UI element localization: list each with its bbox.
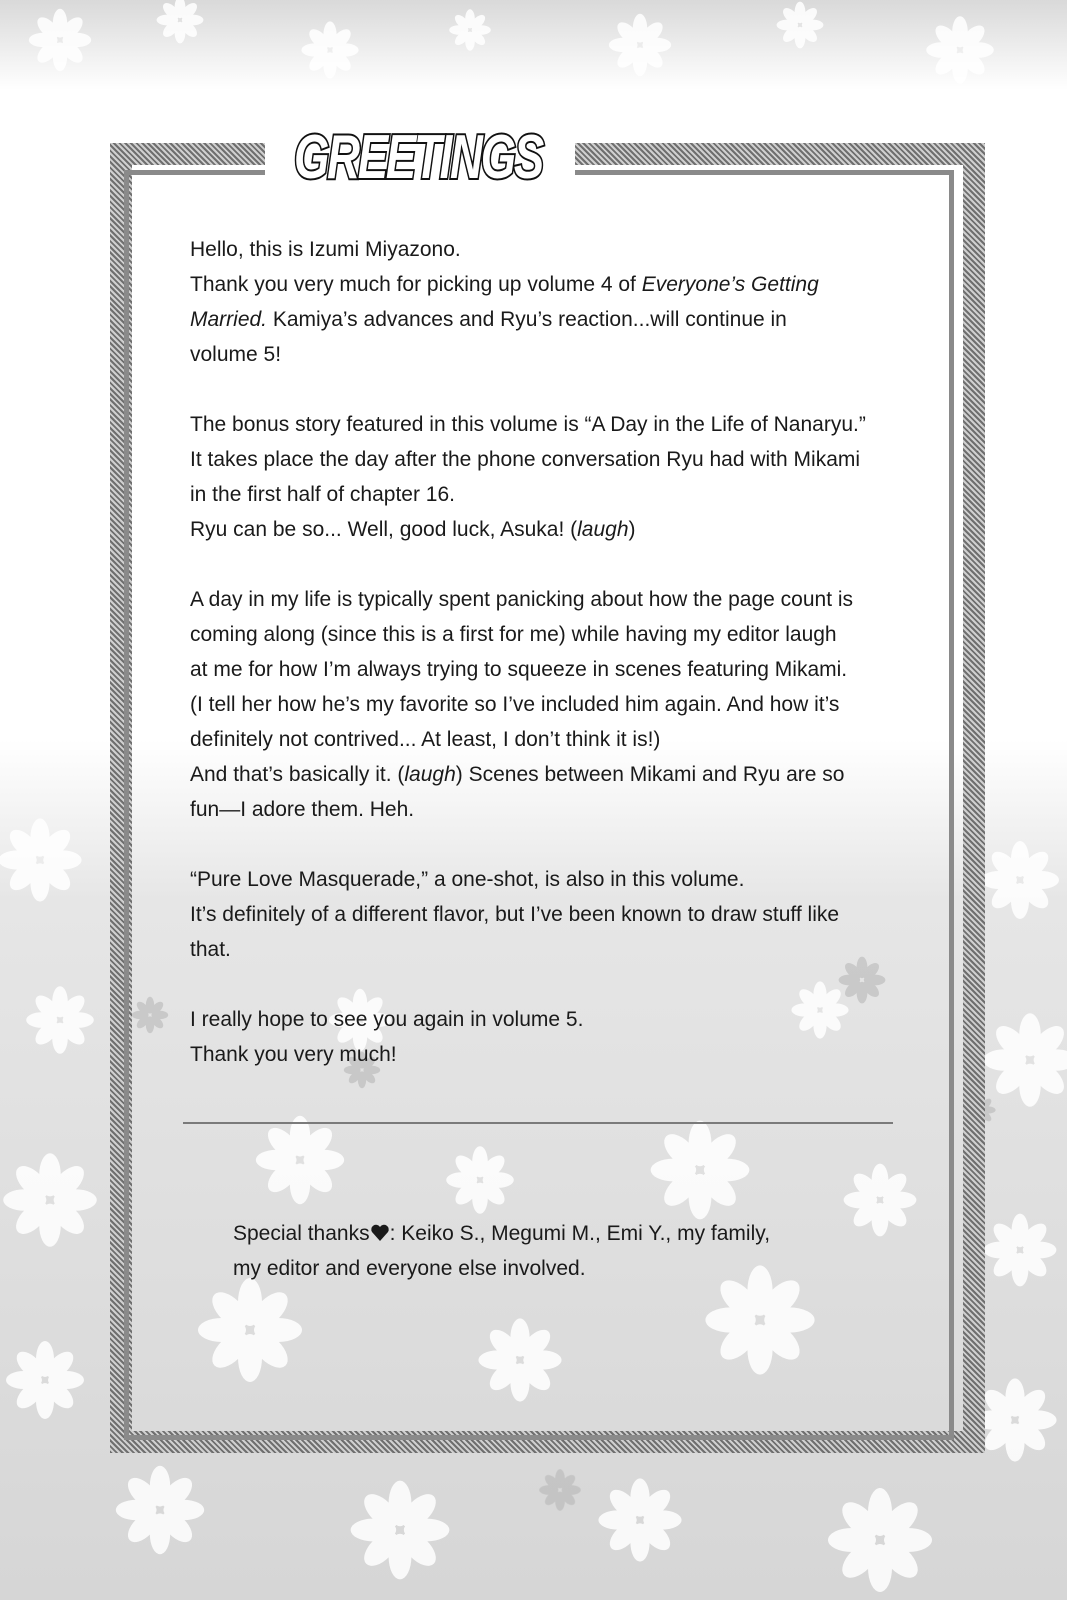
thanks-line-2: my editor and everyone else involved.	[233, 1257, 586, 1280]
text-line: Ryu can be so... Well, good luck, Asuka! (laugh)	[190, 518, 636, 541]
thanks-line-1: Special thanks : Keiko S., Megumi M., Emi Y., my family,	[233, 1222, 771, 1245]
text-line: fun—I adore them. Heh.	[190, 798, 415, 821]
text-line: “Pure Love Masquerade,” a one-shot, is also in this volume.	[190, 868, 745, 891]
text-line: definitely not contrived... At least, I don’t think it is!)	[190, 728, 661, 751]
text-line: in the first half of chapter 16.	[190, 483, 455, 506]
paragraph-intro	[190, 232, 910, 372]
paragraph-one-shot	[190, 862, 910, 967]
paragraph-day-in-life	[190, 582, 910, 827]
text-line: The bonus story featured in this volume is “A Day in the Life of Nanaryu.”	[190, 413, 866, 436]
text-line: I really hope to see you again in volume 5.	[190, 1008, 584, 1031]
text-line: It’s definitely of a different flavor, but I’ve been known to draw stuff like	[190, 903, 840, 926]
heart-icon	[370, 1224, 390, 1242]
text-line: coming along (since this is a first for me) while having my editor laugh	[190, 623, 837, 646]
text-line: (I tell her how he’s my favorite so I’ve included him again. And how it’s	[190, 693, 840, 716]
book-title-part2: Married.	[190, 308, 268, 331]
paragraph-bonus-story	[190, 407, 910, 547]
page-title	[288, 106, 548, 196]
text-line: It takes place the day after the phone conversation Ryu had with Mikami	[190, 448, 861, 471]
text-line: that.	[190, 938, 231, 961]
text-line: Hello, this is Izumi Miyazono.	[190, 238, 461, 261]
book-title-part1: Everyone’s Getting	[641, 273, 819, 296]
text-line: volume 5!	[190, 343, 282, 366]
text-line: at me for how I’m always trying to squeeze in scenes featuring Mikami.	[190, 658, 848, 681]
paragraph-closing	[190, 1002, 910, 1072]
text-line: Thank you very much for picking up volume 4 of Everyone’s Getting	[190, 273, 819, 296]
text-line: Thank you very much!	[190, 1043, 397, 1066]
divider-line	[183, 1122, 893, 1124]
text-line: And that’s basically it. (laugh) Scenes between Mikami and Ryu are so	[190, 763, 845, 786]
text-line: A day in my life is typically spent panicking about how the page count is	[190, 588, 854, 611]
title-text: GREETINGS	[294, 123, 544, 192]
letter-body	[190, 232, 910, 1107]
special-thanks	[233, 1216, 853, 1286]
text-line: Married. Kamiya’s advances and Ryu’s reaction...will continue in	[190, 308, 787, 331]
